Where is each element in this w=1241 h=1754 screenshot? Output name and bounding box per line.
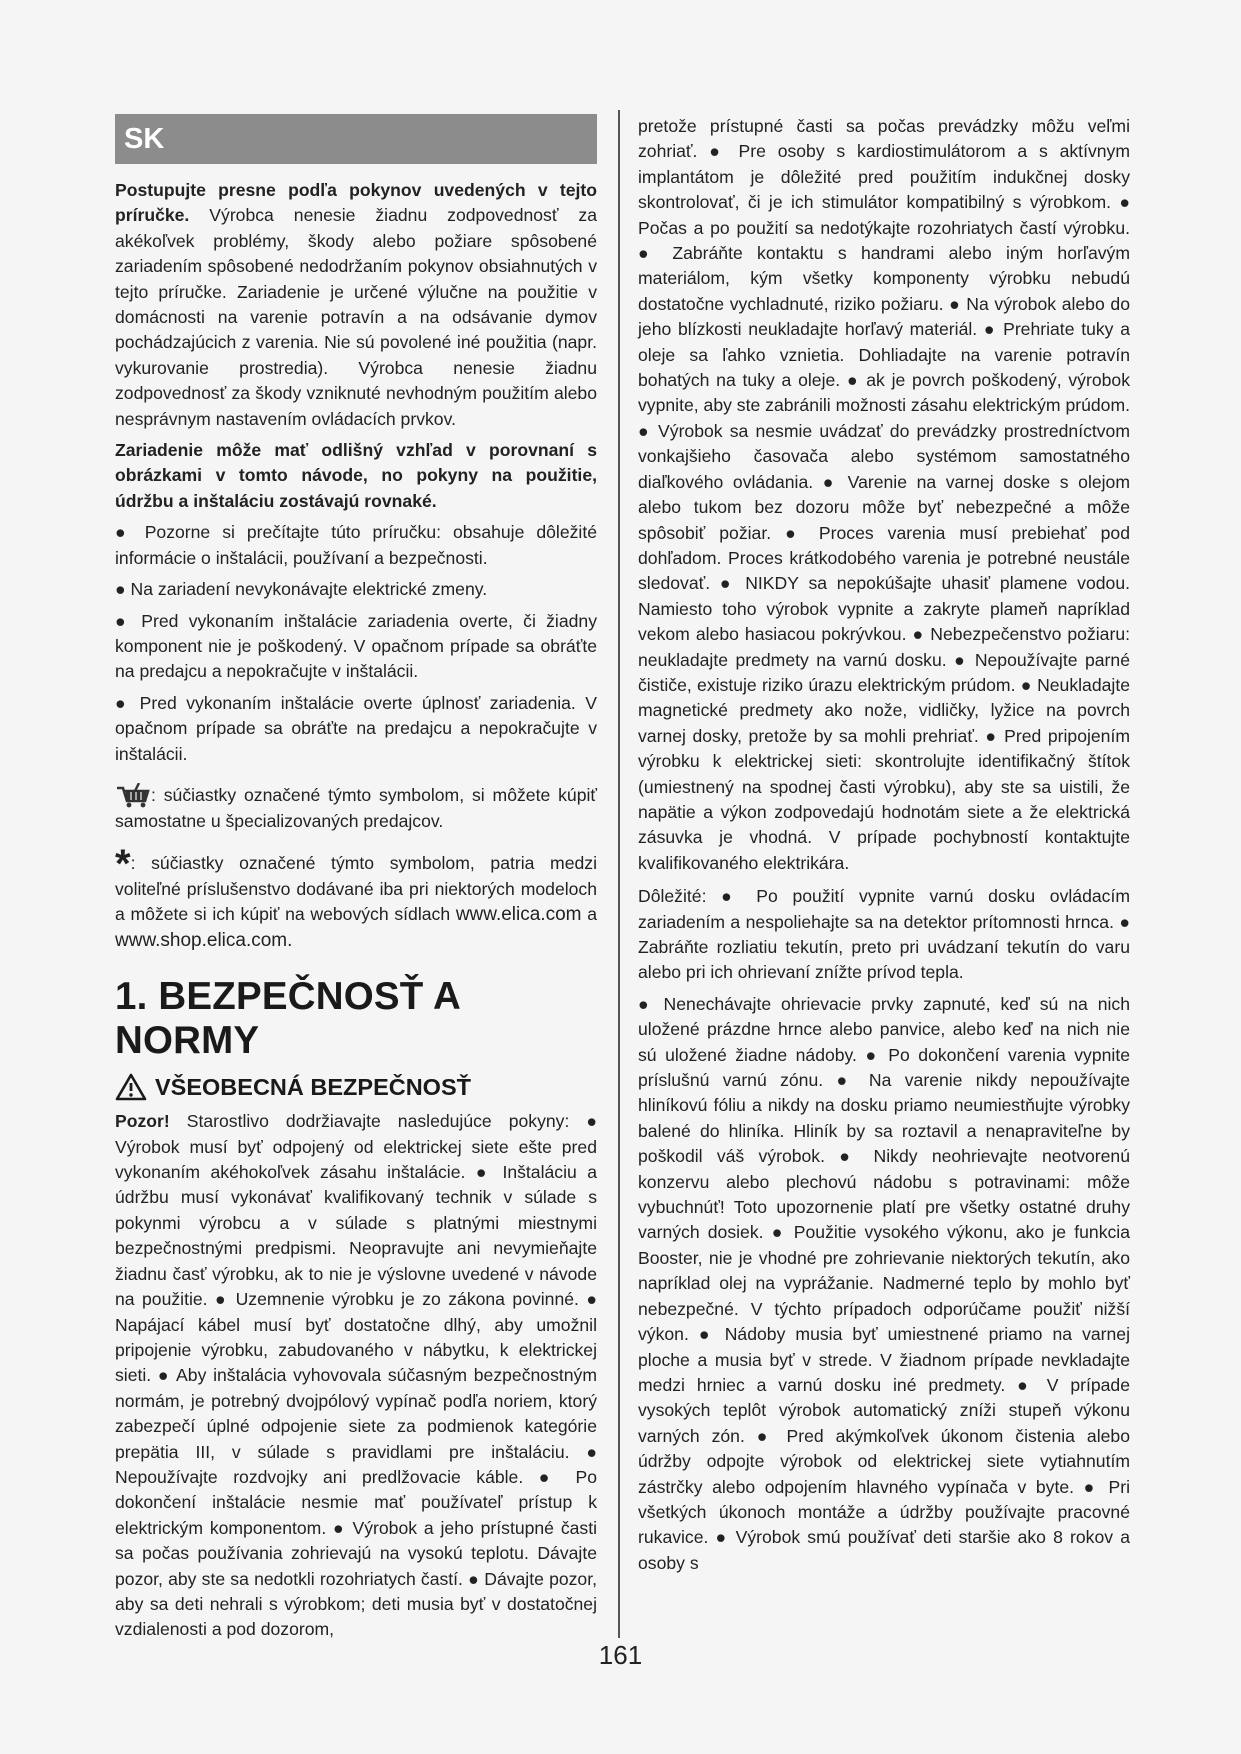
safety-lead: Pozor! xyxy=(115,1111,170,1132)
safety-text-left: Starostlivo dodržiavajte nasledujúce pokyny: ● Výrobok musí byť odpojený od elektrickej siete ešte pred vykonaním akéhokoľvek zásahu inštalácie. ● Inštaláciu a údržbu musí vykonávať kvalifikovaný technik v súlade s pokynmi výrobcu a v súlade s platnými miestnymi bezpečnostnými predpismi. Neopravujte ani nevymieňajte žiadnu časť výrobku, ak to nie je výslovne uvedené v návode na použitie. ● Uzemnenie výrobku je zo zákona povinné. ● Napájací kábel musí byť dostatočne dlhý, aby umožnil pripojenie výrobku, zabudovaného v nábytku, k elektrickej sieti. ● Aby inštalácia vyhovovala súčasným bezpečnostným normám, je potrebný dvojpólový vypínač podľa noriem, ktorý zabezpečí úplné odpojenie siete za podmienok kategórie prepätia III, v súlade s pravidlami pre inštaláciu. ● Nepoužívajte rozdvojky ani predlžovacie káble. ● Po dokončení inštalácie nesmie mať používateľ prístup k elektrickým komponentom. ● Výrobok a jeho prístupné časti sa počas používania zohrievajú na vysokú teplotu. Dávajte pozor, aby ste sa nedotkli rozohriatych častí. ● Dávajte pozor, aby sa deti nehrali s výrobkom; deti musia byť v dostatočnej vzdialenosti a pod dozorom, xyxy=(115,1111,597,1640)
intro-paragraph xyxy=(115,178,597,432)
appearance-note: Zariadenie môže mať odlišný vzhľad v porovnaní s obrázkami v tomto návode, no pokyny na použitie, údržbu a inštaláciu zostávajú rovnaké. xyxy=(115,440,597,511)
bullet-check-damage: ● Pred vykonaním inštalácie zariadenia overte, či žiadny komponent nie je poškodený. V opačnom prípade sa obráťte na predajcu a nepokračujte v inštalácii. xyxy=(115,610,597,682)
language-code: SK xyxy=(124,122,165,155)
safety-paragraph-right-1: pretože prístupné časti sa počas prevádzky môžu veľmi zohriať. ● Pre osoby s kardiostimulátorom a s aktívnym implantátom je dôležité pred použitím indukčnej dosky skontrolovať, či je ich stimulátor kompatibilný s výrobkom. ● Počas a po použití sa nedotýkajte rozohriatych častí výrobku. ● Zabráňte kontaktu s handrami alebo iným horľavým materiálom, kým všetky komponenty výrobku nebudú dostatočne vychladnuté, riziko požiaru. ● Na výrobok alebo do jeho blízkosti neukladajte horľavý materiál. ● Prehriate tuky a oleje sa ľahko vznietia. Dohliadajte na varenie potravín bohatých na tuky a oleje. ● ak je povrch poškodený, výrobok vypnite, aby ste zabránili možnosti zásahu elektrickým prúdom. ● Výrobok sa nesmie uvádzať do prevádzky prostredníctvom vonkajšieho časovača alebo systémom samostatného diaľkového ovládania. ● Varenie na varnej doske s olejom alebo tukom bez dozoru môže byť nebezpečné a môže spôsobiť požiar. ● Proces varenia musí prebiehať pod dohľadom. Proces krátkodobého varenia je potrebné neustále sledovať. ● NIKDY sa nepokúšajte uhasiť plamene vodou. Namiesto toho výrobok vypnite a zakryte plameň napríklad vekom alebo hasiacou pokrývkou. ● Nebezpečenstvo požiaru: neukladajte predmety na varnú dosku. ● Nepoužívajte parné čističe, existuje riziko úrazu elektrickým prúdom. ● Neukladajte magnetické predmety ako nože, vidličky, lyžice na povrch varnej dosky, pretože by sa mohli prehriať. ● Pred pripojením výrobku k elektrickej sieti: skontrolujte identifikačný štítok (umiestnený na spodnej časti výrobku), aby ste sa uistili, že napätie a výkon zodpovedajú hodnotám siete a že elektrická zásuvka je vhodná. V prípade pochybností kontaktujte kvalifikovaného elektrikára. xyxy=(638,116,1130,873)
intro-text: Výrobca nenesie žiadnu zodpovednosť za akékoľvek problémy, škody alebo požiare spôsobené zariadením spôsobené nedodržaním pokynov obsiahnutých v tejto príručke. Zariadenie je určené výlučne na použitie v domácnosti na varenie potravín a na odsávanie dymov pochádzajúcich z varenia. Nie sú povolené iné použitia (napr. vykurovanie prostredia). Výrobca nenesie žiadnu zodpovednosť za škody vzniknuté nevhodným použitím alebo nesprávnym nastavením ovládacích prvkov. xyxy=(115,205,597,429)
bullet-no-electrical-changes: ● Na zariadení nevykonávajte elektrické zmeny. xyxy=(115,579,488,600)
subsection-title-row xyxy=(115,1073,597,1101)
url-joiner: a xyxy=(581,904,597,925)
star-symbol-text: : súčiastky označené týmto symbolom, patria medzi voliteľné príslušenstvo dodávané iba pri niektorých modeloch a môžete si ich kúpiť na webových sídlach xyxy=(115,852,597,925)
cart-symbol-note xyxy=(115,783,597,835)
bullet-read-manual: ● Pozorne si prečítajte túto príručku: obsahuje dôležité informácie o inštalácii, používaní a bezpečnosti. xyxy=(115,522,597,568)
shopping-cart-icon xyxy=(115,783,151,809)
section-title: 1. BEZPEČNOSŤ A NORMY xyxy=(115,975,460,1063)
important-paragraph: Dôležité: ● Po použití vypnite varnú dosku ovládacím zariadením a nespoliehajte sa na detektor prítomnosti hrnca. ● Zabráňte rozliatiu tekutín, preto pri uvádzaní tekutín do varu alebo pri ich ohrievaní znížte prívod tepla. xyxy=(638,886,1130,983)
language-header xyxy=(115,114,597,164)
bullet-check-completeness: ● Pred vykonaním inštalácie overte úplnosť zariadenia. V opačnom prípade sa obráťte na predajcu a nepokračujte v inštalácii. xyxy=(115,692,597,764)
right-column xyxy=(638,114,1130,1582)
column-divider xyxy=(618,110,620,1638)
elica-shop-url: www.shop.elica.com. xyxy=(115,929,293,951)
subsection-title: VŠEOBECNÁ BEZPEČNOSŤ xyxy=(155,1073,471,1100)
left-column xyxy=(115,114,597,1649)
safety-paragraph-right-3: ● Nenechávajte ohrievacie prvky zapnuté, keď sú na nich uložené prázdne hrnce alebo panvice, alebo keď na nich nie sú uložené žiadne nádoby. ● Po dokončení varenia vypnite príslušnú varnú zónu. ● Na varenie nikdy nepoužívajte hliníkovú fóliu a nikdy na dosku priamo neumiestňujte výrobky balené do hliníka. Hliník by sa roztavil a nenapraviteľne by poškodil váš výrobok. ● Nikdy neohrievajte neotvorenú konzervu alebo plechovú nádobu s potravinami: môže vybuchnúť! Toto upozornenie platí pre všetky ostatné druhy varných dosiek. ● Použitie vysokého výkonu, ako je funkcia Booster, nie je vhodné pre zohrievanie niektorých tekutín, ako napríklad olej na vyprážanie. Nadmerné teplo by mohlo byť nebezpečné. V týchto prípadoch odporúčame použiť nižší výkon. ● Nádoby musia byť umiestnené priamo na varnej ploche a musia byť v strede. V žiadnom prípade nevkladajte medzi hrniec a varnú dosku iné predmety. ● V prípade vysokých teplôt výrobok automatický zníži stupeň výkonu varných zón. ● Pred akýmkoľvek úkonom čistenia alebo údržby odpojte výrobok od elektrickej siete vytiahnutím zástrčky alebo odpojením hlavného vypínača v byte. ● Pri všetkých úkonoch montáže a údržby používajte pracovné rukavice. ● Výrobok smú používať deti staršie ako 8 rokov a osoby s xyxy=(638,993,1130,1573)
asterisk-icon: * xyxy=(115,842,131,887)
warning-triangle-icon xyxy=(115,1073,147,1101)
intro-bold-lead: Postupujte presne podľa pokynov uvedených v tejto príručke. xyxy=(115,180,597,226)
safety-paragraph-left xyxy=(115,1109,597,1643)
star-symbol-note xyxy=(115,842,597,954)
page-number: 161 xyxy=(598,1640,643,1670)
cart-symbol-text: : súčiastky označené týmto symbolom, si môžete kúpiť samostatne u špecializovaných predajcov. xyxy=(115,784,597,832)
elica-url: www.elica.com xyxy=(455,904,582,926)
